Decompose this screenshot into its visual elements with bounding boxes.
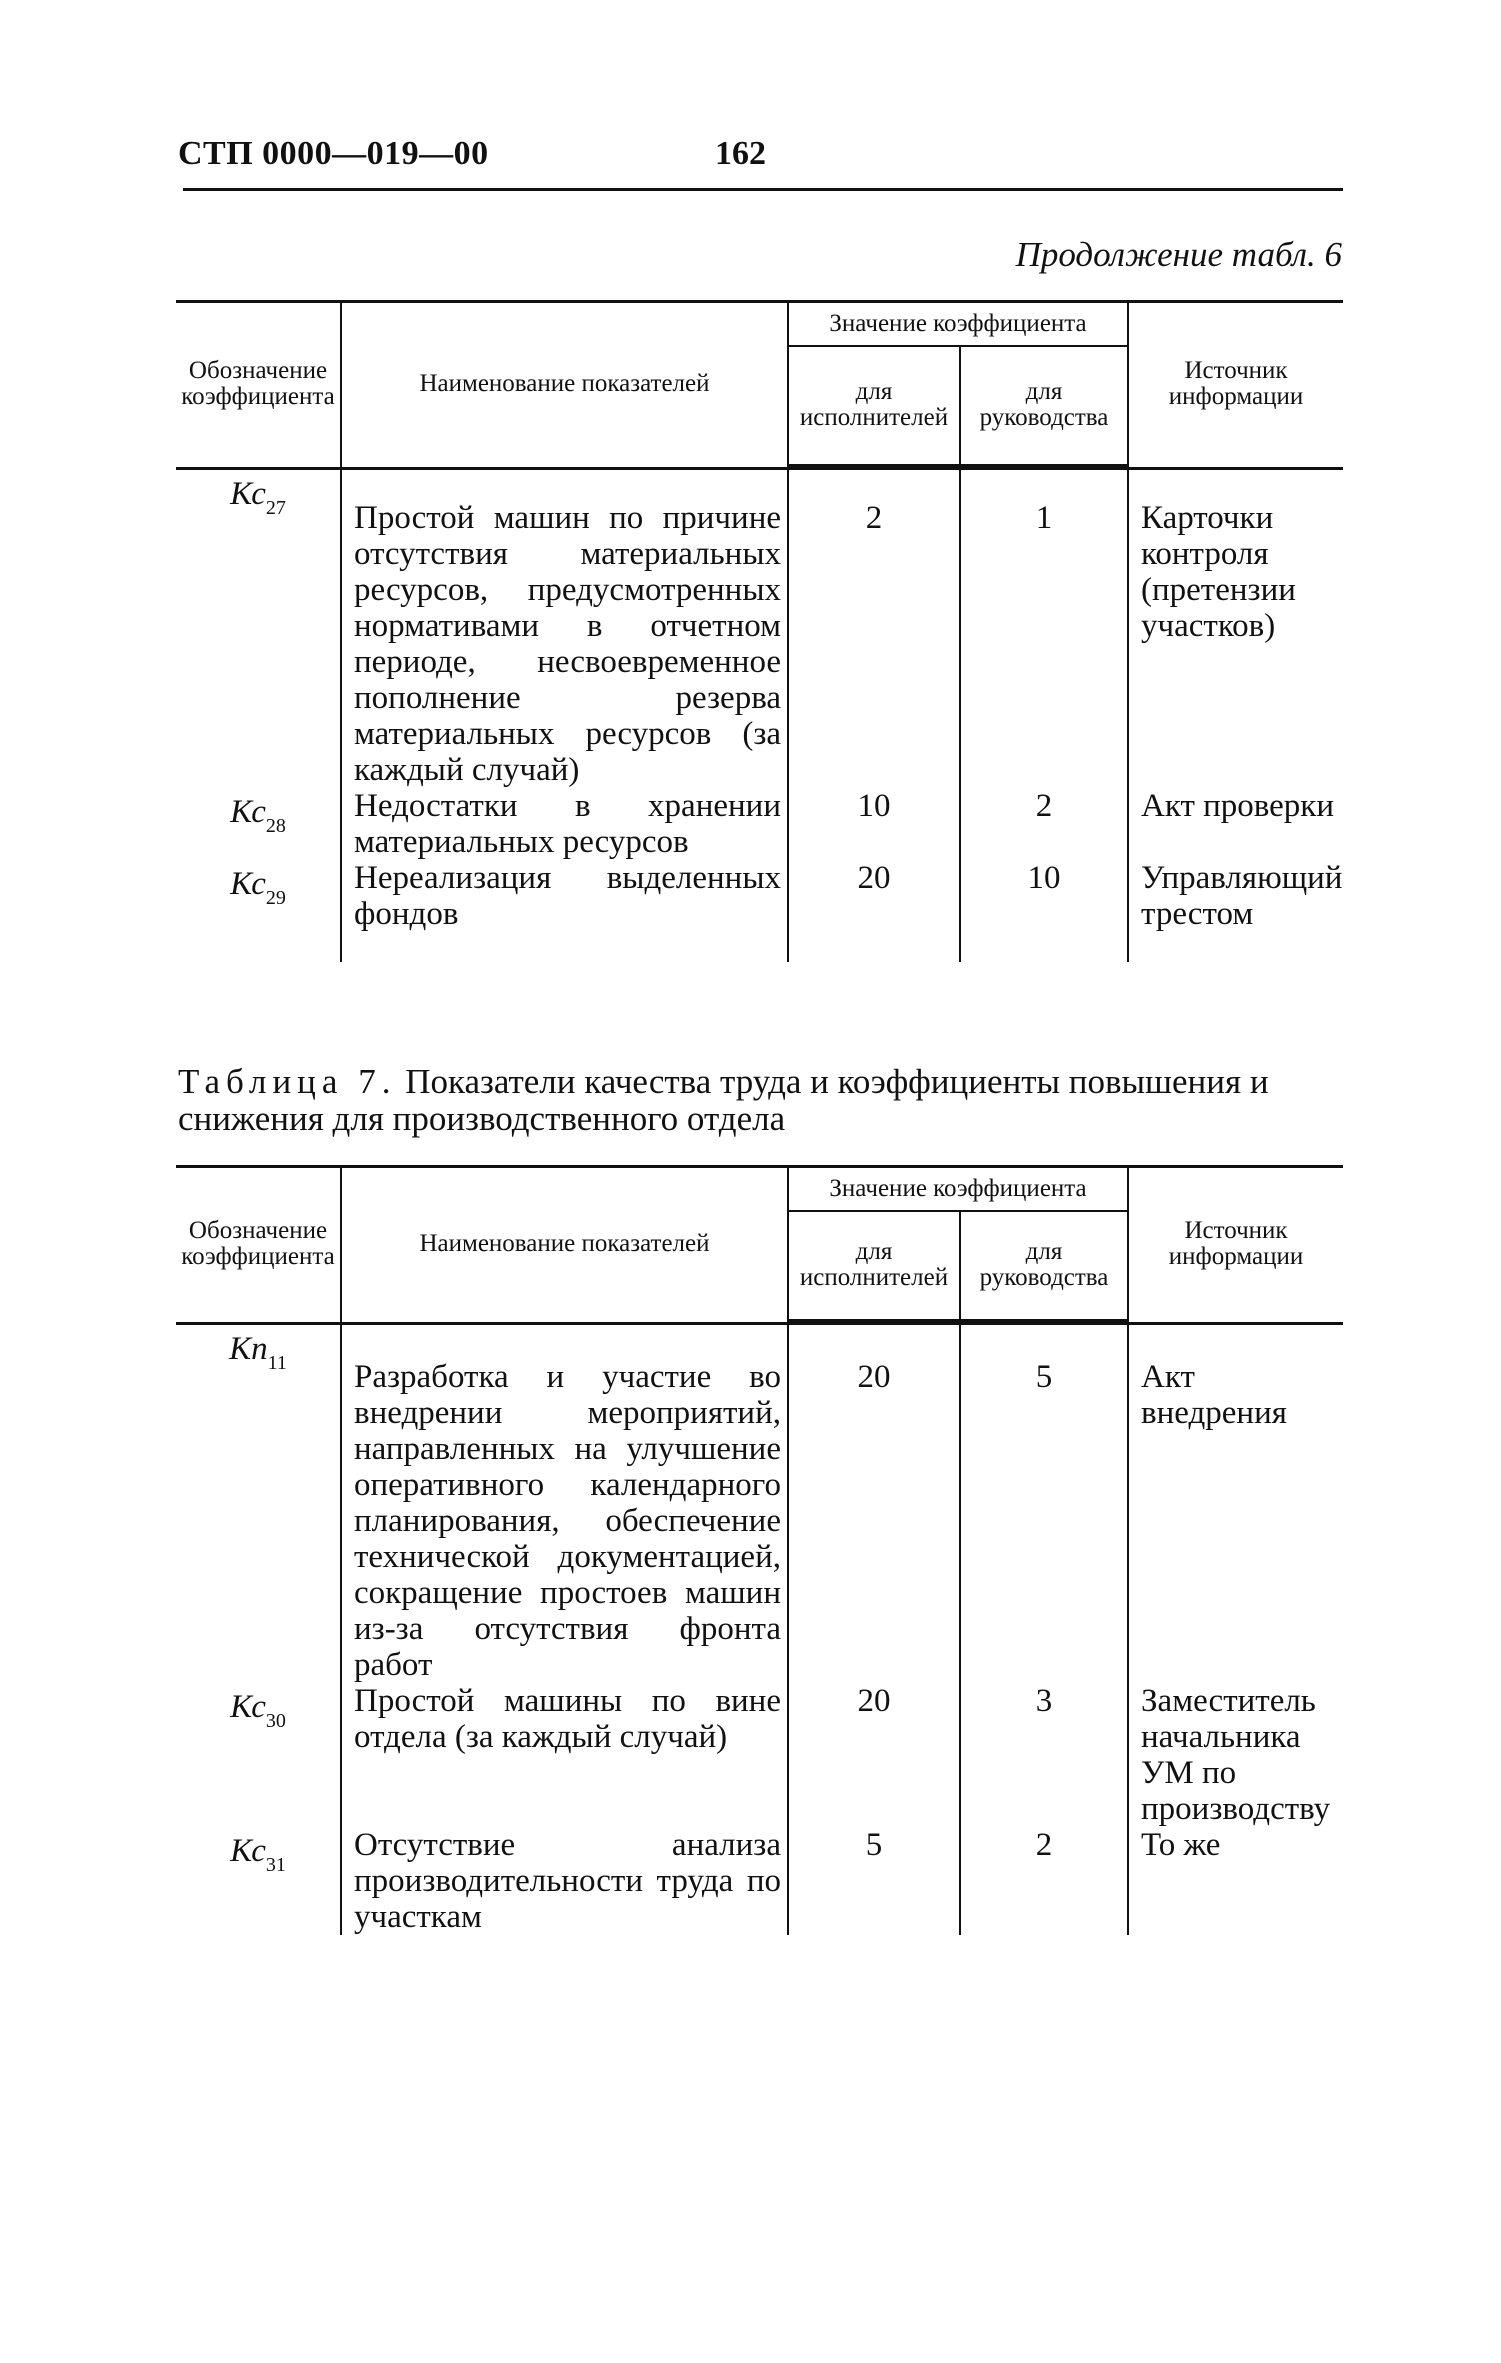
- executor-value: 10: [788, 788, 960, 860]
- manager-value: 10: [960, 860, 1128, 962]
- table-7: [176, 1165, 1343, 1935]
- table-7-caption-prefix: Таблица 7.: [178, 1062, 397, 1101]
- coefficient-code: $Кс_{30}$: [230, 1689, 286, 1732]
- indicator-name: Отсутствие анализа производительности труда по участкам: [341, 1827, 788, 1935]
- info-source: То же: [1128, 1827, 1343, 1935]
- table-row: [176, 1683, 1343, 1827]
- table-row: [176, 1827, 1343, 1935]
- header-code: Обозначение коэффициента: [176, 1167, 341, 1321]
- header-name: Наименование показателей: [341, 302, 788, 466]
- table-row: [176, 469, 1343, 789]
- header-executor: для исполнителей: [788, 1211, 960, 1321]
- manager-value: 3: [960, 1683, 1128, 1827]
- table-7-caption: [178, 1063, 1318, 1137]
- executor-value: 2: [788, 469, 960, 789]
- coefficient-code: $Кс_{31}$: [230, 1833, 286, 1876]
- info-source: Акт внедрения: [1128, 1324, 1343, 1684]
- table-row: [176, 788, 1343, 860]
- table-row: [176, 860, 1343, 962]
- page-number: 162: [715, 135, 766, 172]
- executor-value: 20: [788, 1683, 960, 1827]
- info-source: Управляющий трестом: [1128, 860, 1343, 962]
- info-source: Карточки контроля (претензии участков): [1128, 469, 1343, 789]
- indicator-name: Простой машин по причине отсутствия материальных ресурсов, предусмотренных нормативами в отчетном периоде, несвоевременное пополнение резерва материальных ресурсов (за каждый случай): [341, 469, 788, 789]
- table-6: [176, 300, 1343, 962]
- coefficient-code: $Кп_{11}$: [229, 1331, 287, 1374]
- coefficient-code: $Кс_{29}$: [230, 866, 286, 909]
- manager-value: 2: [960, 1827, 1128, 1935]
- document-code: СТП 0000—019—00: [178, 135, 489, 172]
- header-code: Обозначение коэффициента: [176, 302, 341, 466]
- executor-value: 5: [788, 1827, 960, 1935]
- header-name: Наименование показателей: [341, 1167, 788, 1321]
- coefficient-code: $Кс_{27}$: [230, 476, 286, 519]
- header-source: Источник информации: [1128, 302, 1343, 466]
- indicator-name: Недостатки в хранении материальных ресурсов: [341, 788, 788, 860]
- manager-value: 5: [960, 1324, 1128, 1684]
- header-rule: [183, 188, 1343, 191]
- manager-value: 2: [960, 788, 1128, 860]
- header-executor: для исполнителей: [788, 346, 960, 466]
- header-manager: для руководства: [960, 1211, 1128, 1321]
- indicator-name: Нереализация выделенных фондов: [341, 860, 788, 962]
- table-row: [176, 1324, 1343, 1684]
- header-value-group: Значение коэффициента: [788, 1167, 1128, 1211]
- coefficient-code: $Кс_{28}$: [230, 794, 286, 837]
- executor-value: 20: [788, 860, 960, 962]
- manager-value: 1: [960, 469, 1128, 789]
- executor-value: 20: [788, 1324, 960, 1684]
- header-source: Источник информации: [1128, 1167, 1343, 1321]
- indicator-name: Простой машины по вине отдела (за каждый случай): [341, 1683, 788, 1827]
- info-source: Заместитель начальника УМ по производству: [1128, 1683, 1343, 1827]
- table-continuation-label: Продолжение табл. 6: [1015, 235, 1342, 274]
- header-manager: для руководства: [960, 346, 1128, 466]
- header-value-group: Значение коэффициента: [788, 302, 1128, 346]
- table-7-caption-text: Показатели качества труда и коэффициенты повышения и снижения для производственного отдела: [178, 1062, 1269, 1138]
- indicator-name: Разработка и участие во внедрении мероприятий, направленных на улучшение оперативного календарного планирования, обеспечение технической документацией, сокращение простоев машин из-за отсутствия фронта работ: [341, 1324, 788, 1684]
- info-source: Акт проверки: [1128, 788, 1343, 860]
- page-header: [178, 135, 1343, 181]
